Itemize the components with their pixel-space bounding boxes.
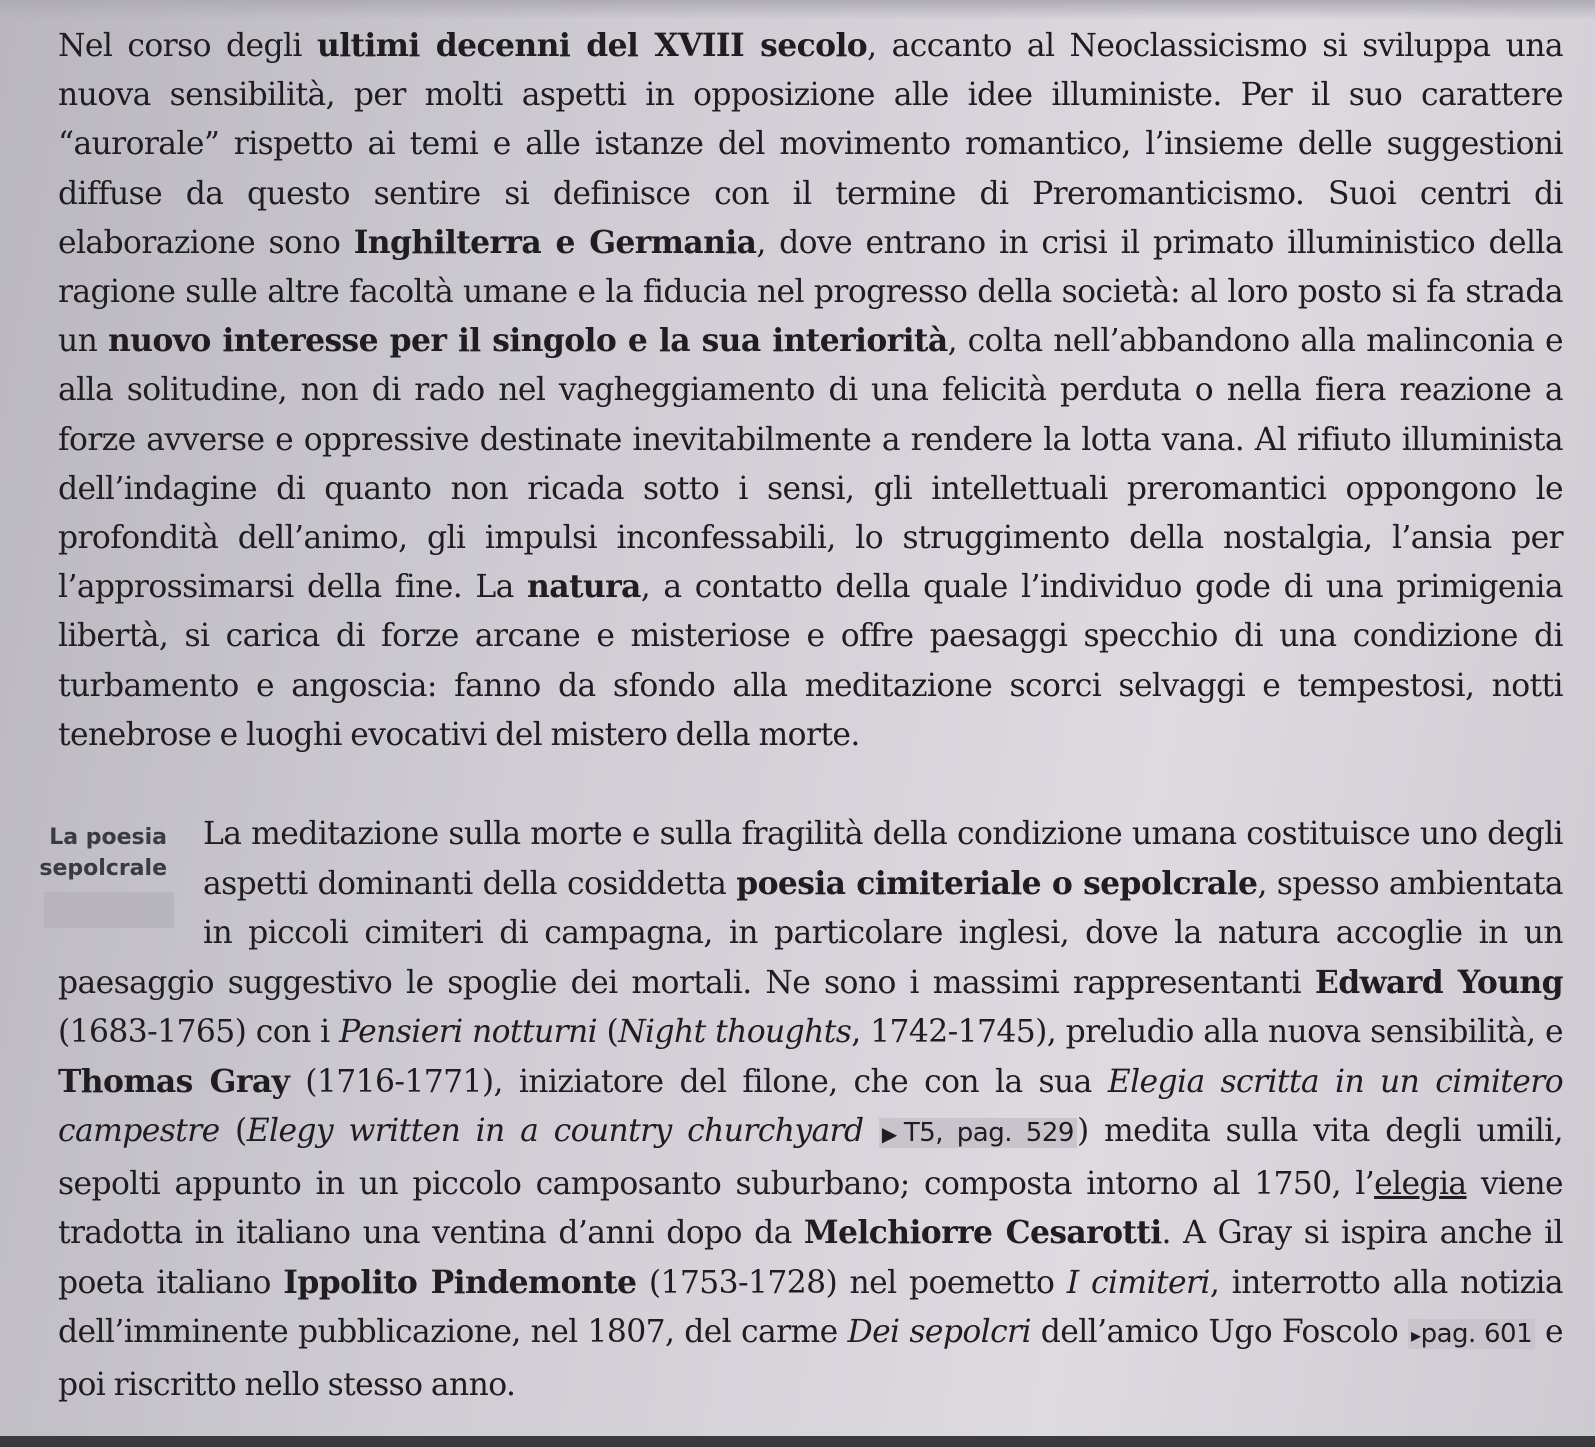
text-run: , accanto al Neoclassicismo si sviluppa una nuova sensibilità, per molti aspetti in opposizione alle idee illuministe. Per il suo carattere “aurorale” rispetto ai temi e alle istanze del movimento romantico, l’insieme delle suggestioni diffuse da questo sentire si definisce con il termine di Preromanticismo. Suoi centri di elaborazione sono [58,28,1563,261]
text-run: La meditazione sulla morte e sulla fragilità della condizione umana costituisce uno degli aspetti dominanti della cosiddetta [203,816,1563,902]
text-run: , dove entrano in crisi il primato illuministico della ragione sulle altre facoltà umane e la fiducia nel progresso della società: al loro posto si fa strada un [58,224,1563,360]
italic-title: Pensieri notturni [339,1014,598,1050]
cross-reference-t5[interactable] [879,1118,1077,1148]
bold-term: ultimi decenni del XVIII secolo [316,28,868,64]
text-run: . A Gray si ispira anche il poeta italiano [58,1215,1563,1301]
text-run: ) medita sulla vita degli umili, sepolti appunto in un piccolo camposanto suburbano; composta intorno al 1750, l’ [58,1113,1563,1202]
text-run: (1683-1765) con i [58,1014,340,1050]
bold-term: Ippolito Pindemonte [283,1264,637,1301]
text-run: , a contatto della quale l’individuo gode di una primigenia libertà, si carica di forze arcane e misteriose e offre paesaggi specchio di una condizione di turbamento e angoscia: fanno da sfondo alla meditazione scorci selvaggi e tempestosi, notti tenebrose e luoghi evocativi del mistero della morte. [58,569,1563,753]
italic-title: Elegy written in a country churchyard [246,1113,864,1149]
text-run: (1753-1728) nel poemetto [636,1264,1067,1301]
text-run: , colta nell’abbandono alla malinconia e alla solitudine, non di rado nel vagheggiamento di una felicità perduta o nella fiera reazione a forze avverse e oppressive destinate inevitabilmente a rendere la lotta vana. Al rifiuto illuminista dell’indagine di quanto non ricada sotto i sensi, gli intellettuali preromantici oppongono le profondità dell’animo, gli impulsi inconfessabili, lo struggimento della nostalgia, l’ansia per l’approssimarsi della fine. La [58,323,1563,606]
sepulchral-poetry-paragraph [58,810,1563,1410]
text-run: viene tradotta in italiano una ventina d’anni dopo da [58,1165,1563,1251]
text-run: , spesso ambientata in piccoli cimiteri di campagna, in particolare inglesi, dove la natura accoglie in un paesaggio suggestivo le spoglie dei mortali. Ne sono i massimi rappresentanti [58,865,1564,1001]
bold-term: poesia cimiteriale o sepolcrale [736,865,1258,902]
bold-term: Edward Young [1314,964,1563,1001]
underlined-word: elegia [1374,1165,1467,1202]
italic-title: Elegia scritta in un cimitero campestre [58,1063,1563,1149]
text-run: , 1742-1745), preludio alla nuova sensibilità, e [851,1014,1563,1050]
play-arrow-icon: ▶ [881,1122,904,1146]
text-run: Nel corso degli [58,28,317,64]
bold-term: Melchiorre Cesarotti [803,1215,1162,1251]
text-run: ( [219,1113,247,1149]
cross-reference-label: T5, pag. 529 [903,1118,1074,1148]
italic-title: I cimiteri [1066,1264,1210,1301]
cross-reference-label: pag. 601 [1420,1319,1533,1349]
italic-title: Dei sepolcri [847,1314,1031,1350]
text-run: (1716-1771), iniziatore del filone, che con la sua [289,1063,1108,1100]
side-label-line-1: La poesia [49,825,167,850]
bold-term: Thomas Gray [58,1063,290,1100]
side-label-line-2: sepolcrale [39,856,167,881]
bold-term: nuovo interesse per il singolo e la sua interiorità [107,323,948,360]
bold-term: Inghilterra e Germania [353,224,757,261]
page-top-shadow [0,0,1595,20]
italic-title: Night thoughts [618,1014,852,1050]
arrow-icon: ▸ [1411,1323,1421,1347]
intro-paragraph [58,22,1563,760]
text-run: ( [597,1014,619,1050]
page-bottom-edge [0,1436,1595,1447]
text-run: e poi riscritto nello stesso anno. [58,1314,1563,1403]
label-gutter [58,810,203,950]
text-run: dell’amico Ugo Foscolo [1030,1314,1409,1350]
bold-term: natura [527,569,641,606]
cross-reference-pag-601[interactable] [1408,1319,1535,1349]
text-run: , interrotto alla notizia dell’imminente pubblicazione, nel 1807, del carme [58,1264,1563,1350]
